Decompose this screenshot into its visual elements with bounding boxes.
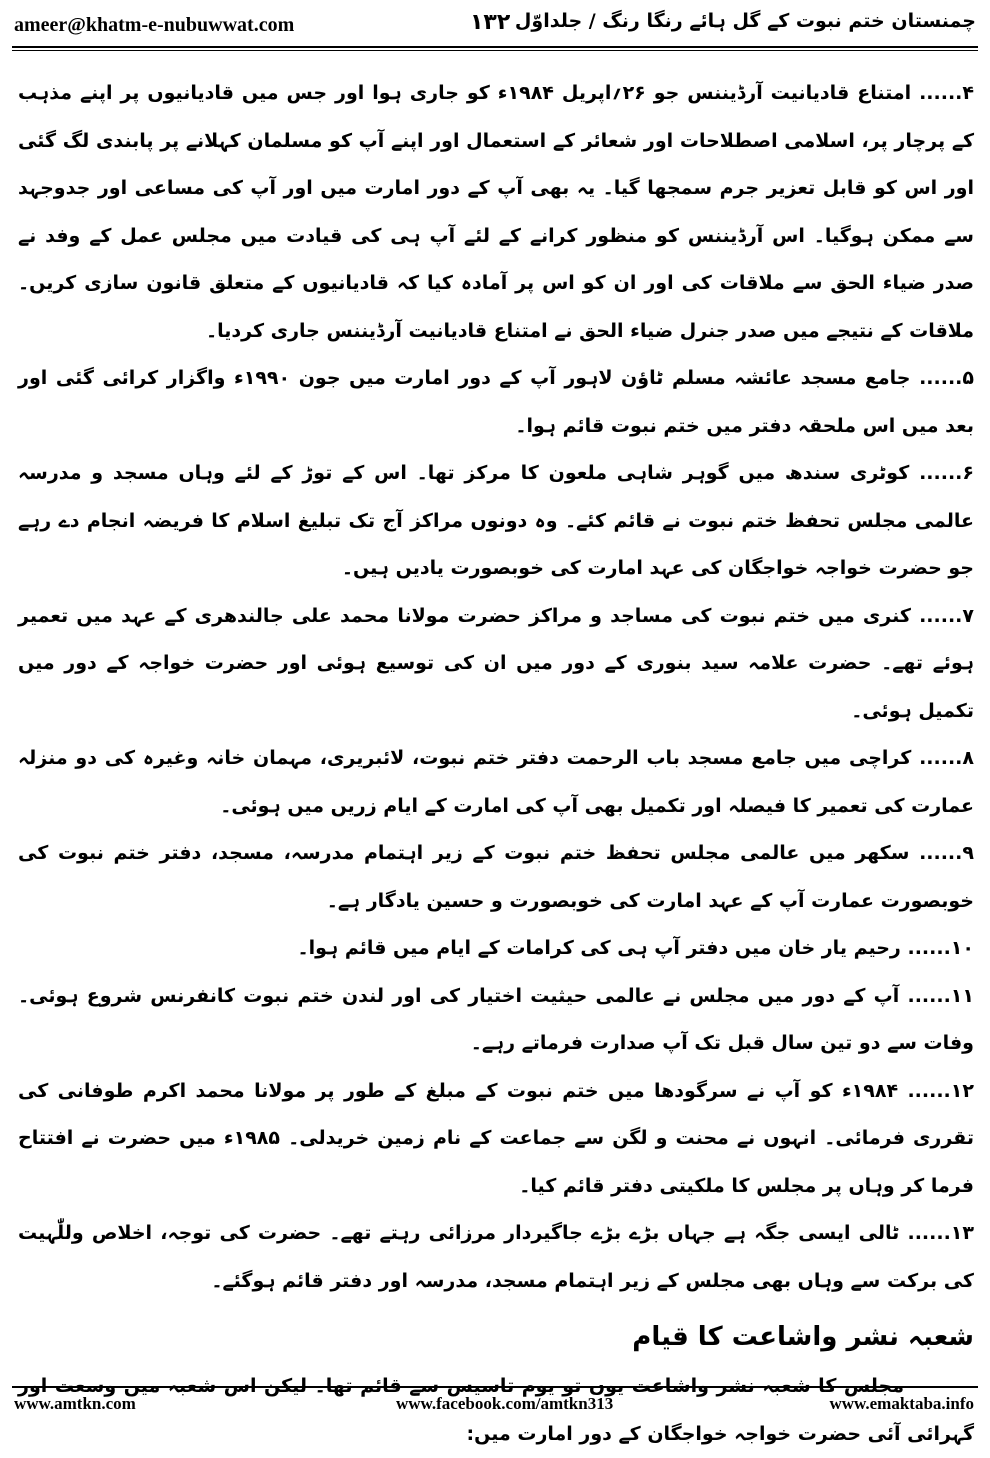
list-item [18,355,974,450]
item-number: ۸...... [919,747,975,769]
list-item [18,830,974,925]
item-number: ۶...... [919,462,974,484]
item-text: سکھر میں عالمی مجلس تحفظ ختم نبوت کے زیر اہتمام مدرسہ، مسجد، دفتر ختم نبوت کی خوبصورت عمارت آپ کے عہد امارت کی خوبصورت و حسین یادگار ہے۔ [18,842,974,912]
item-number: ۱۰...... [907,937,974,959]
footer-divider [12,1386,978,1388]
header-divider-thin [12,50,978,51]
footer-link-amtkn[interactable]: www.amtkn.com [14,1394,136,1413]
item-text: جامع مسجد عائشہ مسلم ٹاؤن لاہور آپ کے دور امارت میں جون ۱۹۹۰ء واگزار کرائی گئی اور بعد میں اس ملحقہ دفتر میں ختم نبوت قائم ہوا۔ [18,367,974,437]
footer-link-emaktaba[interactable]: www.emaktaba.info [829,1394,974,1413]
item-number: ۹...... [919,842,974,864]
list-item [18,450,974,593]
item-number: ۱۱...... [907,984,974,1007]
section-paragraph: مجلس کا شعبہ نشر واشاعت یوں تو یوم تاسیس سے قائم تھا۔ لیکن اس شعبہ میں وسعت اور گہرائی آئی حضرت خواجہ خواجگان کے دور امارت میں: [18,1375,974,1445]
item-text: رحیم یار خان میں دفتر آپ ہی کی کرامات کے ایام میں قائم ہوا۔ [297,937,901,959]
page-number: ۱۳۲ [470,10,511,35]
section-heading: شعبہ نشر واشاعت کا قیام [632,1322,974,1352]
item-number: ۷...... [919,604,974,627]
footer-link-facebook[interactable]: www.facebook.com/amtkn313 [396,1394,614,1413]
page-footer [0,1392,990,1420]
item-text: امتناع قادیانیت آرڈیننس جو ۲۶؍اپریل ۱۹۸۴ء کو جاری ہوا اور جس میں قادیانیوں پر اپنے مذہب کے پرچار پر، اسلامی اصطلاحات اور شعائر کے استعمال اور اپنے آپ کو مسلمان کہلانے پر پابندی لگ گئی اور اس کو قابل تعزیر جرم سمجھا گیا۔ یہ بھی آپ کے دور امارت میں اور آپ کی مساعی اور جدوجہد سے ممکن ہوگیا۔ اس آرڈیننس کو منظور کرانے کے لئے آپ ہی کی قیادت میں مجلس عمل کے وفد نے صدر ضیاء الحق سے ملاقات کی اور ان کو اس پر آمادہ کیا کہ قادیانیوں کے متعلق قانون سازی کریں۔ ملاقات کے نتیجے میں صدر جنرل ضیاء الحق نے امتناع قادیانیت آرڈیننس جاری کردیا۔ [18,82,974,342]
list-item [18,70,974,355]
list-item [18,1068,974,1211]
item-number: ۱۳...... [907,1222,974,1244]
item-text: کنری میں ختم نبوت کی مساجد و مراکز حضرت مولانا محمد علی جالندھری کے عہد میں تعمیر ہوئے تھے۔ حضرت علامہ سید بنوری کے دور میں ان کی توسیع ہوئی اور حضرت خواجہ کے دور میں تکمیل ہوئی۔ [18,604,974,722]
item-text: ٹالی ایسی جگہ ہے جہاں بڑے بڑے جاگیردار مرزائی رہتے تھے۔ حضرت کی توجہ، اخلاص وللّٰہیت کی برکت سے وہاں بھی مجلس کے زیر اہتمام مسجد، مدرسہ اور دفتر قائم ہوگئے۔ [18,1222,974,1292]
list-item [18,735,974,830]
list-item [18,593,974,736]
list-item [18,925,974,973]
item-number: ۱۲...... [907,1079,974,1102]
header-email[interactable]: ameer@khatm-e-nubuwwat.com [14,14,295,36]
item-text: کراچی میں جامع مسجد باب الرحمت دفتر ختم نبوت، لائبریری، مہمان خانہ وغیرہ کی دو منزلہ عمارت کی تعمیر کا فیصلہ اور تکمیل بھی آپ کی امارت کے ایام زریں میں ہوئی۔ [18,747,974,817]
item-text: ۱۹۸۴ء کو آپ نے سرگودھا میں ختم نبوت کے مبلغ کے طور پر مولانا محمد اکرم طوفانی کی تقرری فرمائی۔ انہوں نے محنت و لگن سے جماعت کے نام زمین خریدلی۔ ۱۹۸۵ء میں حضرت نے افتتاح فرما کر وہاں پر مجلس کا ملکیتی دفتر قائم کیا۔ [18,1079,974,1197]
page-header [0,0,990,48]
book-title: چمنستان ختم نبوت کے گل ہائے رنگا رنگ / جلداوّل [514,10,976,32]
item-text: کوٹری سندھ میں گوہر شاہی ملعون کا مرکز تھا۔ اس کے توڑ کے لئے وہاں مسجد و مدرسہ عالمی مجلس تحفظ ختم نبوت نے قائم کئے۔ وہ دونوں مراکز آج تک تبلیغ اسلام کا فریضہ انجام دے رہے جو حضرت خواجہ خواجگان کی عہد امارت کی خوبصورت یادیں ہیں۔ [18,462,974,579]
list-item [18,973,974,1068]
item-number: ۵...... [919,367,975,389]
item-text: آپ کے دور میں مجلس نے عالمی حیثیت اختیار کی اور لندن ختم نبوت کانفرنس شروع ہوئی۔ وفات سے دو تین سال قبل تک آپ صدارت فرماتے رہے۔ [18,984,974,1054]
header-divider [12,46,978,48]
list-item [18,1210,974,1305]
item-number: ۴...... [919,82,975,104]
